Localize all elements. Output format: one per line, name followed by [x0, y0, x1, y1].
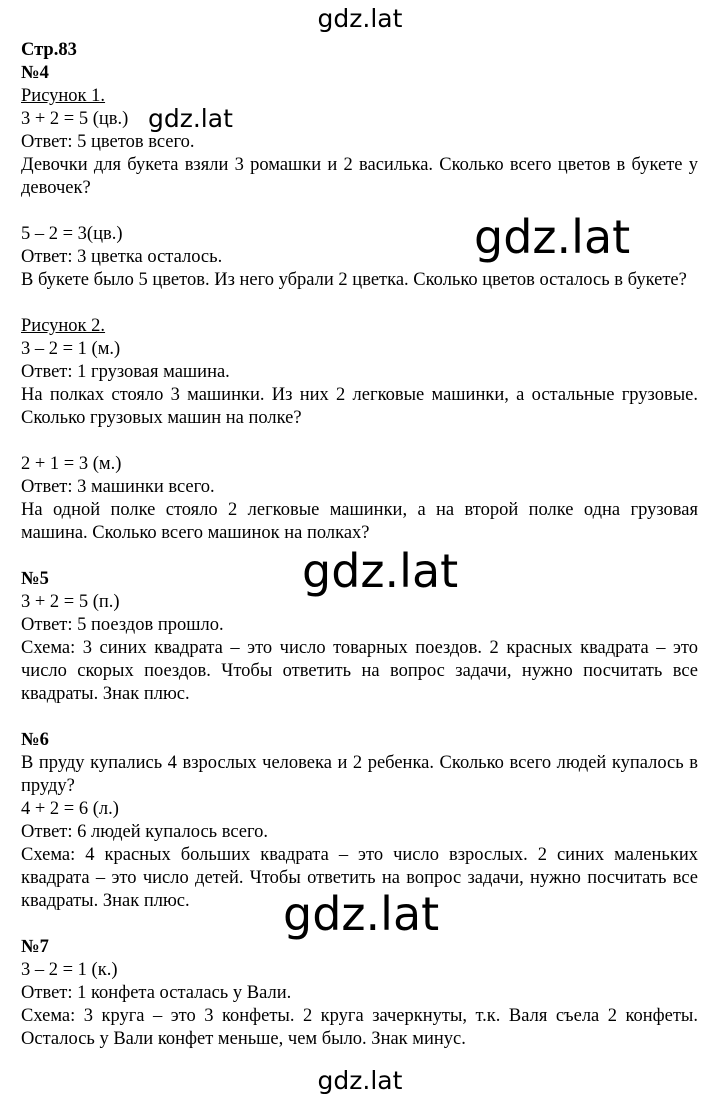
task-7-equation: 3 – 2 = 1 (к.) — [21, 960, 118, 980]
figure-2-problem-2: На одной полке стояло 2 легковые машинки, а на второй полке одна грузовая машина. Сколько всего машинок на полках? — [21, 500, 698, 543]
task-6-problem: В пруду купались 4 взрослых человека и 2 ребенка. Сколько всего людей купалось в пруду? — [21, 753, 698, 796]
figure-2-answer-2: Ответ: 3 машинки всего. — [21, 477, 215, 497]
task-7-answer: Ответ: 1 конфета осталась у Вали. — [21, 983, 292, 1003]
figure-1-answer-1: Ответ: 5 цветов всего. — [21, 132, 195, 152]
task-4-number: №4 — [21, 63, 49, 83]
task-6-number: №6 — [21, 730, 49, 750]
task-7-scheme: Схема: 3 круга – это 3 конфеты. 2 круга зачеркнуты, т.к. Валя съела 2 конфеты. Осталось у Вали конфет меньше, чем было. Знак минус. — [21, 1006, 698, 1049]
task-5-answer: Ответ: 5 поездов прошло. — [21, 615, 224, 635]
task-5-scheme: Схема: 3 синих квадрата – это число товарных поездов. 2 красных квадрата – это число скорых поездов. Чтобы ответить на вопрос задачи, нужно посчитать все квадраты. Знак плюс. — [21, 638, 698, 704]
figure-1-answer-2: Ответ: 3 цветка осталось. — [21, 247, 223, 267]
watermark-large-3: gdz.lat — [283, 887, 440, 941]
watermark-large-2: gdz.lat — [302, 544, 459, 598]
page-reference: Стр.83 — [21, 40, 77, 60]
figure-2-heading: Рисунок 2. — [21, 316, 106, 336]
figure-2-problem-1: На полках стояло 3 машинки. Из них 2 легковые машинки, а остальные грузовые. Сколько грузовых машин на полке? — [21, 385, 698, 428]
task-6-answer: Ответ: 6 людей купалось всего. — [21, 822, 269, 842]
figure-1-equation-1: 3 + 2 = 5 (цв.) — [21, 109, 129, 129]
figure-2-answer-1: Ответ: 1 грузовая машина. — [21, 362, 230, 382]
task-6-scheme: Схема: 4 красных больших квадрата – это число взрослых. 2 синих маленьких квадрата – это число детей. Чтобы ответить на вопрос задачи, нужно посчитать все квадраты. Знак плюс. — [21, 845, 698, 911]
figure-1-equation-2: 5 – 2 = 3(цв.) — [21, 224, 123, 244]
spacer — [21, 430, 698, 453]
task-5-equation: 3 + 2 = 5 (п.) — [21, 592, 120, 612]
figure-2-equation-1: 3 – 2 = 1 (м.) — [21, 339, 121, 359]
task-7-number: №7 — [21, 937, 49, 957]
watermark-small: gdz.lat — [148, 104, 233, 133]
watermark-top: gdz.lat — [317, 4, 403, 33]
figure-2-equation-2: 2 + 1 = 3 (м.) — [21, 454, 122, 474]
figure-1-problem-2: В букете было 5 цветов. Из него убрали 2 цветка. Сколько цветов осталось в букете? — [21, 270, 687, 290]
figure-1-heading: Рисунок 1. — [21, 86, 106, 106]
task-6-equation: 4 + 2 = 6 (л.) — [21, 799, 119, 819]
task-5-number: №5 — [21, 569, 49, 589]
spacer — [21, 706, 698, 729]
spacer — [21, 292, 698, 315]
figure-1-problem-1: Девочки для букета взяли 3 ромашки и 2 василька. Сколько всего цветов в букете у девочек? — [21, 155, 698, 198]
watermark-large-1: gdz.lat — [474, 210, 631, 264]
watermark-bottom: gdz.lat — [317, 1066, 403, 1095]
